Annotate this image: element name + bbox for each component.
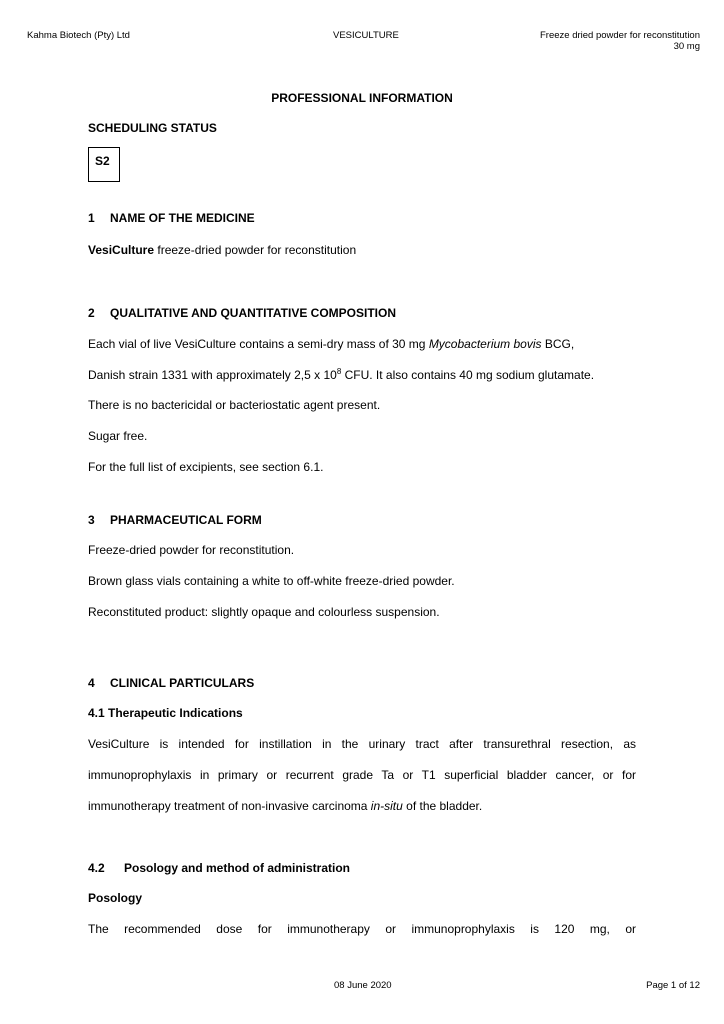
indications-line: immunotherapy treatment of non-invasive carcinoma in-situ of the bladder. <box>88 799 483 813</box>
indications-line: immunoprophylaxis in primary or recurrent grade Ta or T1 superficial bladder cancer, or for <box>88 768 636 782</box>
section-1-heading: 1 NAME OF THE MEDICINE <box>88 211 255 225</box>
posology-line: The recommended dose for immunotherapy or immunoprophylaxis is 120 mg, or <box>88 922 636 936</box>
form-line: Reconstituted product: slightly opaque and colourless suspension. <box>88 605 440 619</box>
footer-page-number: Page 1 of 12 <box>646 980 700 991</box>
page-title: PROFESSIONAL INFORMATION <box>271 91 453 105</box>
indications-line: VesiCulture is intended for instillation in the urinary tract after transurethral resection, as <box>88 737 636 751</box>
header-form: Freeze dried powder for reconstitution 30 mg <box>540 30 700 52</box>
composition-line: For the full list of excipients, see section 6.1. <box>88 460 324 474</box>
composition-line: There is no bactericidal or bacteriostatic agent present. <box>88 398 381 412</box>
medicine-name: VesiCulture freeze-dried powder for reconstitution <box>88 243 357 257</box>
section-3-heading: 3 PHARMACEUTICAL FORM <box>88 513 262 527</box>
subsection-4-2-heading: 4.2 Posology and method of administration <box>88 861 351 875</box>
footer-date: 08 June 2020 <box>334 980 392 991</box>
schedule-box: S2 <box>88 147 120 182</box>
posology-heading: Posology <box>88 891 143 905</box>
composition-line: Danish strain 1331 with approximately 2,5 x $10^8$ CFU. It also contains 40 mg sodium glutamate. <box>88 367 595 382</box>
header-company: Kahma Biotech (Pty) Ltd <box>27 30 130 41</box>
composition-line: Each vial of live VesiCulture contains a semi-dry mass of 30 mg Mycobacterium bovis BCG, <box>88 337 575 351</box>
form-line: Freeze-dried powder for reconstitution. <box>88 543 295 557</box>
section-4-heading: 4 CLINICAL PARTICULARS <box>88 676 255 690</box>
header-product: VESICULTURE <box>333 30 399 41</box>
subsection-4-1-heading: 4.1 Therapeutic Indications <box>88 706 243 720</box>
scheduling-heading: SCHEDULING STATUS <box>88 121 217 135</box>
form-line: Brown glass vials containing a white to off-white freeze-dried powder. <box>88 574 455 588</box>
section-2-heading: 2 QUALITATIVE AND QUANTITATIVE COMPOSITION <box>88 306 396 320</box>
composition-line: Sugar free. <box>88 429 148 443</box>
